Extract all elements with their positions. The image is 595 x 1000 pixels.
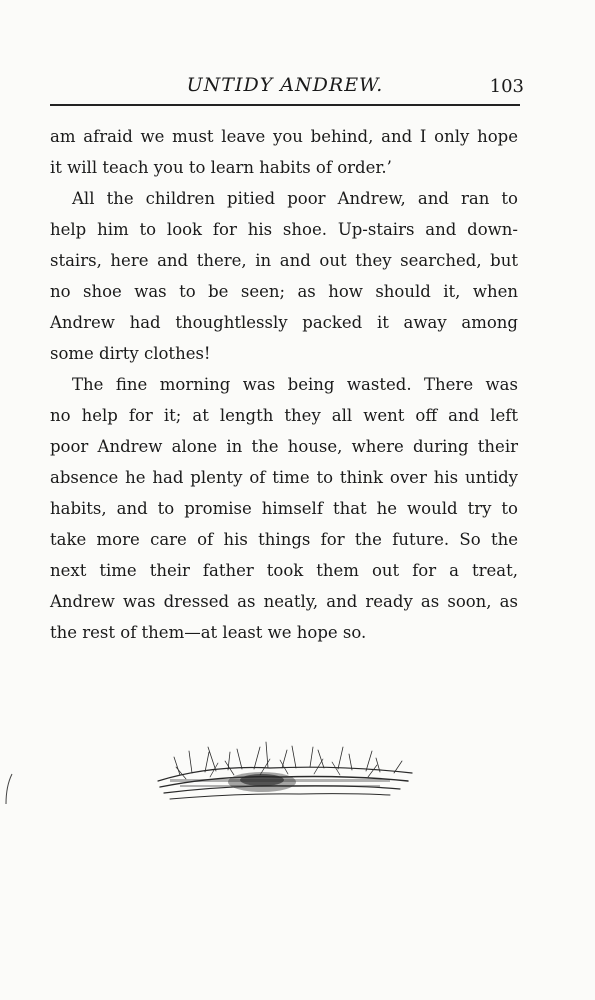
text-line: the rest of them—at least we hope so. [50,623,367,642]
margin-pencil-mark [0,770,20,810]
text-line: Andrew was dressed as neatly, and ready as soon, as [50,592,518,611]
text-line: no help for it; at length they all went off and left [50,406,518,425]
text-line: absence he had plenty of time to think over his untidy [50,468,518,487]
text-line: habits, and to promise himself that he would try to [50,499,518,518]
header-rule [50,104,520,106]
text-line: poor Andrew alone in the house, where during their [50,437,518,456]
text-line: The fine morning was being wasted. There was [72,375,518,394]
text-line: it will teach you to learn habits of order.’ [50,158,392,177]
text-line: take more care of his things for the future. So the [50,530,518,549]
text-line: some dirty clothes! [50,344,211,363]
body-text [50,121,518,648]
text-line: help him to look for his shoe. Up-stairs and down- [50,220,518,239]
text-line: next time their father took them out for a treat, [50,561,518,580]
running-head [50,70,524,110]
grass-nest-vignette-icon [150,735,420,810]
text-line: Andrew had thoughtlessly packed it away among [50,313,518,332]
text-line: no shoe was to be seen; as how should it, when [50,282,518,301]
running-title: UNTIDY ANDREW. [186,74,384,96]
text-line: stairs, here and there, in and out they searched, but [50,251,518,270]
text-line: am afraid we must leave you behind, and I only hope [50,127,518,146]
text-line: All the children pitied poor Andrew, and ran to [72,189,518,208]
page-number: 103 [489,76,524,97]
